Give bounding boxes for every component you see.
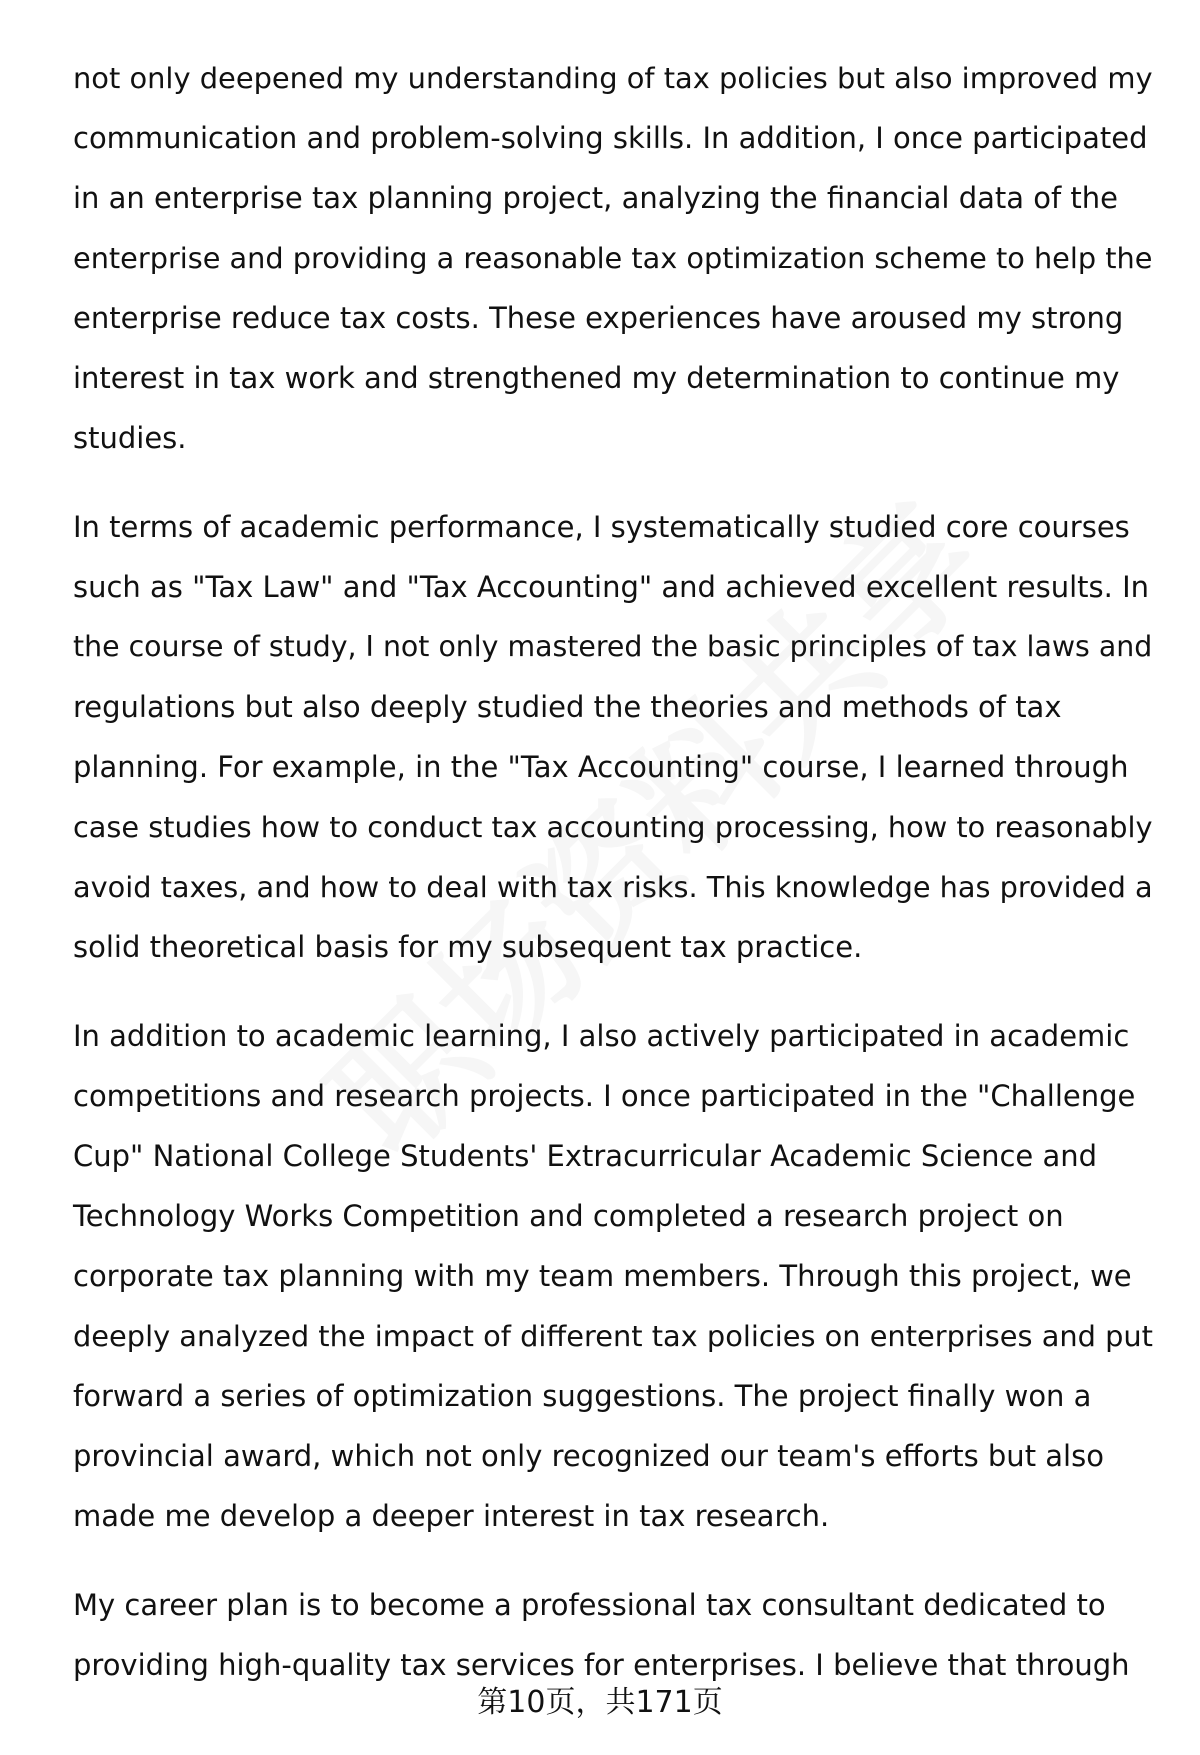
text-line: corporate tax planning with my team members. Through this project, we xyxy=(73,1259,1132,1293)
text-line: enterprise reduce tax costs. These experiences have aroused my strong xyxy=(73,301,1124,335)
text-line: Technology Works Competition and completed a research project on xyxy=(73,1199,1064,1233)
text-line: case studies how to conduct tax accounting processing, how to reasonably xyxy=(73,810,1153,844)
paragraph-2 xyxy=(73,497,1153,977)
paragraph-1 xyxy=(73,48,1153,468)
text-line: In addition to academic learning, I also actively participated in academic xyxy=(73,1019,1130,1053)
text-line: the course of study, I not only mastered the basic principles of tax laws and xyxy=(73,630,1153,663)
document-body xyxy=(73,48,1153,1695)
text-line: provincial award, which not only recognized our team's efforts but also xyxy=(73,1439,1104,1473)
text-line: not only deepened my understanding of tax policies but also improved my xyxy=(73,61,1153,95)
text-line: deeply analyzed the impact of different tax policies on enterprises and put xyxy=(73,1319,1153,1353)
text-line: solid theoretical basis for my subsequent tax practice. xyxy=(73,930,863,964)
text-line: in an enterprise tax planning project, analyzing the financial data of the xyxy=(73,181,1118,215)
page-number: 第10页，共171页 xyxy=(477,1685,723,1720)
text-line: planning. For example, in the "Tax Accounting" course, I learned through xyxy=(73,750,1129,784)
text-line: enterprise and providing a reasonable tax optimization scheme to help the xyxy=(73,241,1153,275)
text-line: such as "Tax Law" and "Tax Accounting" and achieved excellent results. In xyxy=(73,570,1150,604)
text-line: studies. xyxy=(73,421,187,455)
paragraph-4 xyxy=(73,1575,1153,1695)
text-line: competitions and research projects. I once participated in the "Challenge xyxy=(73,1079,1136,1113)
text-line: made me develop a deeper interest in tax research. xyxy=(73,1499,830,1533)
text-line: interest in tax work and strengthened my determination to continue my xyxy=(73,361,1120,395)
text-line: regulations but also deeply studied the theories and methods of tax xyxy=(73,690,1062,724)
text-line: forward a series of optimization suggestions. The project finally won a xyxy=(73,1379,1092,1413)
text-line: Cup" National College Students' Extracurricular Academic Science and xyxy=(73,1139,1098,1173)
text-line: providing high-quality tax services for enterprises. I believe that through xyxy=(73,1648,1130,1682)
text-line: avoid taxes, and how to deal with tax risks. This knowledge has provided a xyxy=(73,870,1153,904)
paragraph-3 xyxy=(73,1006,1153,1546)
text-line: My career plan is to become a professional tax consultant dedicated to xyxy=(73,1588,1106,1622)
text-line: communication and problem-solving skills. In addition, I once participated xyxy=(73,121,1148,155)
text-line: In terms of academic performance, I systematically studied core courses xyxy=(73,510,1130,544)
